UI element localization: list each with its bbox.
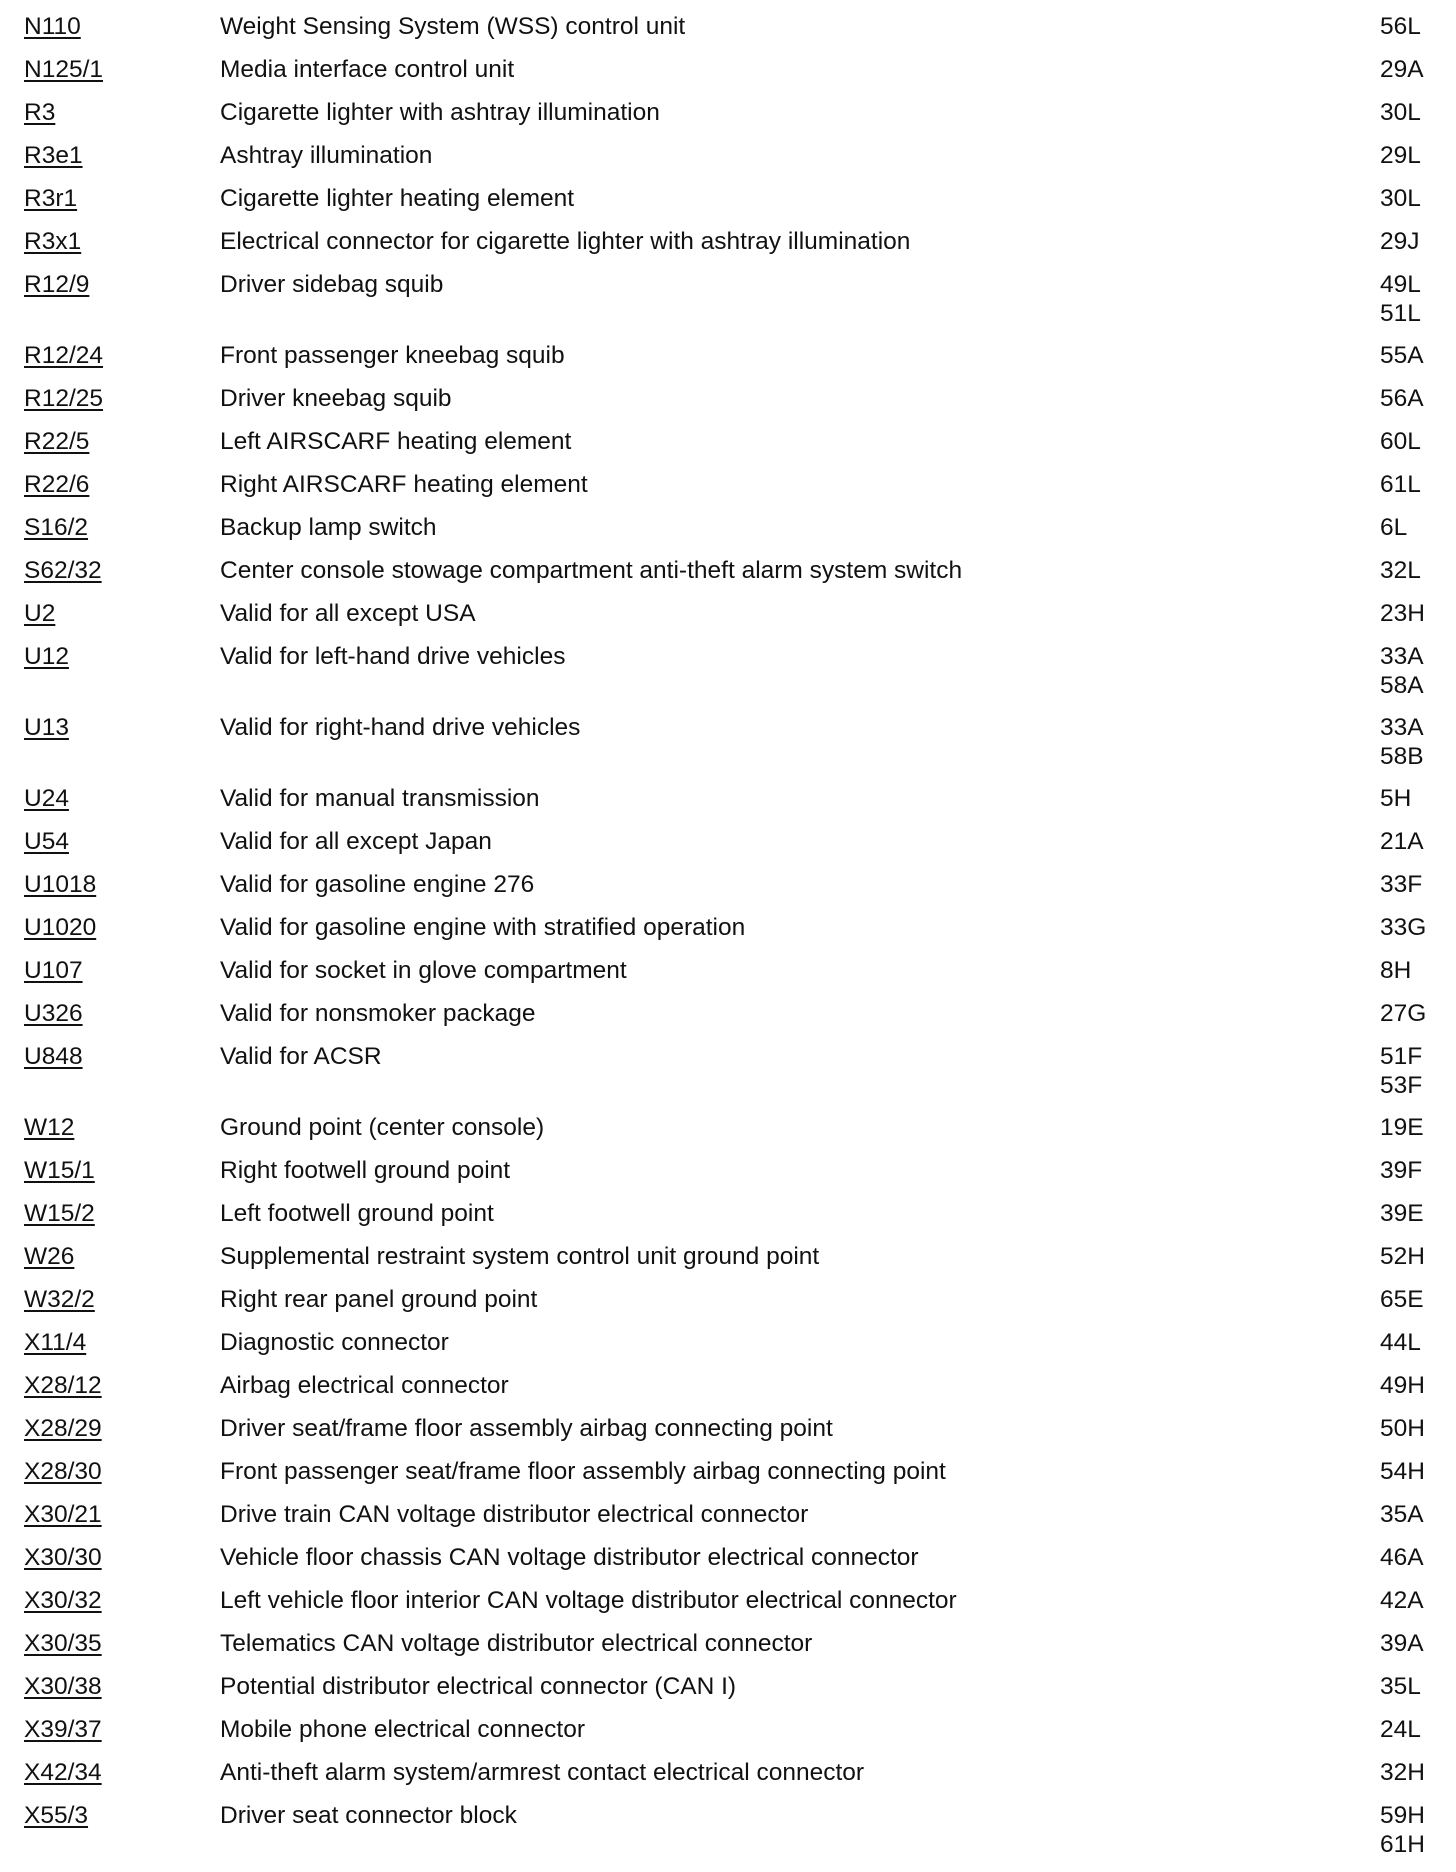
component-code-link[interactable]: R22/6 (24, 471, 90, 498)
grid-location: 21A (1380, 828, 1424, 855)
component-description: Diagnostic connector (220, 1329, 449, 1356)
component-code-link[interactable]: S62/32 (24, 557, 102, 584)
grid-location-list (1380, 956, 1450, 985)
legend-row (0, 642, 1456, 713)
grid-location-list (1380, 1715, 1450, 1744)
component-description: Valid for all except Japan (220, 828, 492, 855)
legend-row (0, 1715, 1456, 1758)
component-description: Right rear panel ground point (220, 1286, 538, 1313)
grid-location: 42A (1380, 1587, 1424, 1614)
component-code-link[interactable]: U1020 (24, 914, 97, 941)
legend-row (0, 870, 1456, 913)
grid-location-list (1380, 1371, 1450, 1400)
grid-location: 58A (1380, 672, 1424, 699)
grid-location-list (1380, 1113, 1450, 1142)
grid-location-list (1380, 1672, 1450, 1701)
component-code-link[interactable]: X42/34 (24, 1759, 102, 1786)
component-code-link[interactable]: W15/1 (24, 1157, 95, 1184)
component-description: Valid for right-hand drive vehicles (220, 714, 581, 741)
component-description: Valid for manual transmission (220, 785, 540, 812)
component-description: Weight Sensing System (WSS) control unit (220, 13, 686, 40)
legend-row (0, 1371, 1456, 1414)
grid-location-list (1380, 227, 1450, 256)
grid-location: 29L (1380, 142, 1421, 169)
grid-location-list (1380, 713, 1450, 771)
grid-location-list (1380, 55, 1450, 84)
legend-row (0, 1457, 1456, 1500)
component-description: Left AIRSCARF heating element (220, 428, 572, 455)
legend-row (0, 827, 1456, 870)
component-code-link[interactable]: U54 (24, 828, 69, 855)
grid-location-list (1380, 98, 1450, 127)
grid-location: 24L (1380, 1716, 1421, 1743)
component-description: Cigarette lighter with ashtray illumination (220, 99, 660, 126)
grid-location: 33A (1380, 643, 1424, 670)
grid-location: 56L (1380, 13, 1421, 40)
legend-row (0, 384, 1456, 427)
grid-location-list (1380, 1156, 1450, 1185)
component-code-link[interactable]: U2 (24, 600, 56, 627)
grid-location: 32L (1380, 557, 1421, 584)
component-code-link[interactable]: X30/21 (24, 1501, 102, 1528)
grid-location-list (1380, 384, 1450, 413)
grid-location: 49L (1380, 271, 1421, 298)
component-code-link[interactable]: R3e1 (24, 142, 83, 169)
legend-row (0, 270, 1456, 341)
component-code-link[interactable]: X11/4 (24, 1329, 87, 1356)
grid-location: 30L (1380, 99, 1421, 126)
grid-location-list (1380, 913, 1450, 942)
grid-location: 29A (1380, 56, 1424, 83)
grid-location-list (1380, 999, 1450, 1028)
grid-location-list (1380, 1758, 1450, 1787)
grid-location-list (1380, 1629, 1450, 1658)
component-code-link[interactable]: N110 (24, 13, 81, 40)
component-description: Driver kneebag squib (220, 385, 452, 412)
grid-location: 61H (1380, 1831, 1425, 1858)
grid-location: 33F (1380, 871, 1423, 898)
legend-row (0, 184, 1456, 227)
grid-location-list (1380, 642, 1450, 700)
component-description: Potential distributor electrical connector (CAN I) (220, 1673, 737, 1700)
grid-location: 30L (1380, 185, 1421, 212)
component-description: Left vehicle floor interior CAN voltage distributor electrical connector (220, 1587, 957, 1614)
legend-row (0, 227, 1456, 270)
grid-location-list (1380, 1801, 1450, 1859)
grid-location: 51F (1380, 1043, 1423, 1070)
grid-location: 32H (1380, 1759, 1425, 1786)
legend-row (0, 1328, 1456, 1371)
component-description: Driver seat/frame floor assembly airbag connecting point (220, 1415, 833, 1442)
grid-location: 58B (1380, 743, 1424, 770)
legend-row (0, 1543, 1456, 1586)
grid-location: 46A (1380, 1544, 1424, 1571)
grid-location: 5H (1380, 785, 1412, 812)
grid-location-list (1380, 270, 1450, 328)
component-description: Media interface control unit (220, 56, 515, 83)
grid-location: 59H (1380, 1802, 1425, 1829)
component-description: Electrical connector for cigarette lighter with ashtray illumination (220, 228, 911, 255)
legend-row (0, 999, 1456, 1042)
component-code-link[interactable]: W32/2 (24, 1286, 95, 1313)
legend-row (0, 1199, 1456, 1242)
grid-location: 55A (1380, 342, 1424, 369)
component-code-link[interactable]: U12 (24, 643, 69, 670)
grid-location: 49H (1380, 1372, 1425, 1399)
legend-row (0, 1801, 1456, 1872)
legend-row (0, 599, 1456, 642)
legend-row (0, 1672, 1456, 1715)
legend-row (0, 1113, 1456, 1156)
component-description: Right footwell ground point (220, 1157, 511, 1184)
component-code-link[interactable]: R12/25 (24, 385, 104, 412)
legend-row (0, 55, 1456, 98)
legend-row (0, 1156, 1456, 1199)
legend-row (0, 913, 1456, 956)
component-code-link[interactable]: R3x1 (24, 228, 82, 255)
legend-row (0, 1042, 1456, 1113)
grid-location-list (1380, 1042, 1450, 1100)
component-code-link[interactable]: R3 (24, 99, 56, 126)
grid-location: 23H (1380, 600, 1425, 627)
grid-location-list (1380, 1285, 1450, 1314)
component-description: Valid for socket in glove compartment (220, 957, 627, 984)
grid-location: 33A (1380, 714, 1424, 741)
grid-location-list (1380, 427, 1450, 456)
grid-location-list (1380, 12, 1450, 41)
component-description: Ashtray illumination (220, 142, 433, 169)
legend-row (0, 513, 1456, 556)
component-description: Vehicle floor chassis CAN voltage distributor electrical connector (220, 1544, 919, 1571)
component-code-link[interactable]: R12/9 (24, 271, 90, 298)
legend-row (0, 341, 1456, 384)
grid-location-list (1380, 1242, 1450, 1271)
component-code-link[interactable]: X30/38 (24, 1673, 102, 1700)
grid-location-list (1380, 1500, 1450, 1529)
grid-location: 39A (1380, 1630, 1424, 1657)
grid-location-list (1380, 870, 1450, 899)
legend-row (0, 1629, 1456, 1672)
grid-location: 44L (1380, 1329, 1421, 1356)
component-code-link[interactable]: W12 (24, 1114, 75, 1141)
grid-location-list (1380, 341, 1450, 370)
component-code-link[interactable]: W15/2 (24, 1200, 95, 1227)
component-description: Ground point (center console) (220, 1114, 545, 1141)
grid-location: 39F (1380, 1157, 1423, 1184)
grid-location-list (1380, 556, 1450, 585)
legend-row (0, 956, 1456, 999)
legend-row (0, 1285, 1456, 1328)
grid-location: 29J (1380, 228, 1420, 255)
legend-row (0, 1414, 1456, 1457)
component-description: Cigarette lighter heating element (220, 185, 575, 212)
component-description: Airbag electrical connector (220, 1372, 509, 1399)
grid-location-list (1380, 141, 1450, 170)
legend-row (0, 1586, 1456, 1629)
grid-location: 51L (1380, 300, 1421, 327)
grid-location-list (1380, 1414, 1450, 1443)
component-description: Valid for gasoline engine 276 (220, 871, 535, 898)
grid-location: 56A (1380, 385, 1424, 412)
grid-location: 6L (1380, 514, 1408, 541)
grid-location-list (1380, 470, 1450, 499)
grid-location: 52H (1380, 1243, 1425, 1270)
grid-location-list (1380, 827, 1450, 856)
component-code-link[interactable]: U1018 (24, 871, 97, 898)
legend-row (0, 427, 1456, 470)
grid-location-list (1380, 784, 1450, 813)
component-code-link[interactable]: U13 (24, 714, 69, 741)
component-code-link[interactable]: X28/29 (24, 1415, 102, 1442)
component-description: Anti-theft alarm system/armrest contact electrical connector (220, 1759, 865, 1786)
component-description: Valid for all except USA (220, 600, 476, 627)
legend-row (0, 1242, 1456, 1285)
component-code-link[interactable]: X30/32 (24, 1587, 102, 1614)
component-code-link[interactable]: W26 (24, 1243, 75, 1270)
component-description: Right AIRSCARF heating element (220, 471, 588, 498)
component-description: Left footwell ground point (220, 1200, 494, 1227)
component-description: Drive train CAN voltage distributor electrical connector (220, 1501, 809, 1528)
component-code-link[interactable]: U107 (24, 957, 83, 984)
component-description: Valid for ACSR (220, 1043, 382, 1070)
component-description: Valid for left-hand drive vehicles (220, 643, 566, 670)
grid-location: 33G (1380, 914, 1427, 941)
component-description: Telematics CAN voltage distributor electrical connector (220, 1630, 813, 1657)
grid-location: 65E (1380, 1286, 1424, 1313)
legend-row (0, 141, 1456, 184)
legend-row (0, 784, 1456, 827)
component-code-link[interactable]: X30/35 (24, 1630, 102, 1657)
component-code-link[interactable]: U326 (24, 1000, 83, 1027)
grid-location-list (1380, 1328, 1450, 1357)
legend-row (0, 12, 1456, 55)
grid-location: 8H (1380, 957, 1412, 984)
legend-row (0, 98, 1456, 141)
legend-row (0, 1758, 1456, 1801)
component-description: Backup lamp switch (220, 514, 437, 541)
component-code-link[interactable]: X30/30 (24, 1544, 102, 1571)
component-code-link[interactable]: N125/1 (24, 56, 104, 83)
grid-location-list (1380, 599, 1450, 628)
grid-location: 53F (1380, 1072, 1423, 1099)
component-description: Center console stowage compartment anti-theft alarm system switch (220, 557, 963, 584)
grid-location: 19E (1380, 1114, 1424, 1141)
grid-location-list (1380, 1586, 1450, 1615)
grid-location-list (1380, 184, 1450, 213)
component-description: Driver sidebag squib (220, 271, 444, 298)
grid-location-list (1380, 1543, 1450, 1572)
legend-row (0, 470, 1456, 513)
grid-location: 35L (1380, 1673, 1421, 1700)
component-description: Driver seat connector block (220, 1802, 517, 1829)
grid-location-list (1380, 513, 1450, 542)
component-description: Valid for gasoline engine with stratified operation (220, 914, 746, 941)
component-description: Front passenger seat/frame floor assembly airbag connecting point (220, 1458, 946, 1485)
component-code-link[interactable]: X55/3 (24, 1802, 89, 1829)
component-description: Front passenger kneebag squib (220, 342, 565, 369)
grid-location: 35A (1380, 1501, 1424, 1528)
component-code-link[interactable]: X39/37 (24, 1716, 102, 1743)
grid-location-list (1380, 1457, 1450, 1486)
legend-row (0, 556, 1456, 599)
grid-location: 60L (1380, 428, 1421, 455)
component-code-link[interactable]: X28/30 (24, 1458, 102, 1485)
grid-location: 39E (1380, 1200, 1424, 1227)
grid-location-list (1380, 1199, 1450, 1228)
component-code-link[interactable]: R12/24 (24, 342, 104, 369)
component-description: Mobile phone electrical connector (220, 1716, 585, 1743)
grid-location: 50H (1380, 1415, 1425, 1442)
component-code-link[interactable]: U24 (24, 785, 69, 812)
component-code-link[interactable]: S16/2 (24, 514, 89, 541)
component-description: Supplemental restraint system control unit ground point (220, 1243, 820, 1270)
component-code-link[interactable]: R3r1 (24, 185, 78, 212)
grid-location: 27G (1380, 1000, 1427, 1027)
component-code-link[interactable]: R22/5 (24, 428, 90, 455)
grid-location: 54H (1380, 1458, 1425, 1485)
component-legend-list (0, 12, 1456, 1872)
legend-row (0, 1500, 1456, 1543)
component-code-link[interactable]: X28/12 (24, 1372, 102, 1399)
component-code-link[interactable]: U848 (24, 1043, 83, 1070)
component-description: Valid for nonsmoker package (220, 1000, 536, 1027)
legend-row (0, 713, 1456, 784)
grid-location: 61L (1380, 471, 1421, 498)
